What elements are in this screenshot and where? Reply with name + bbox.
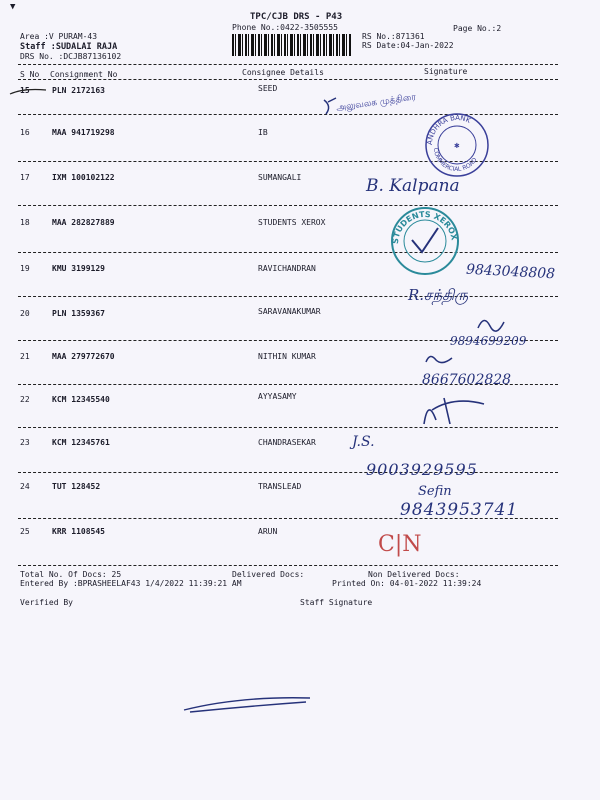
row-consignee: STUDENTS XEROX — [258, 218, 326, 227]
table-row — [0, 482, 600, 492]
row-consignee: SUMANGALI — [258, 173, 302, 182]
row-sno: 17 — [20, 173, 30, 182]
row-consignment: PLN 2172163 — [52, 86, 105, 95]
table-row — [0, 392, 600, 405]
doc-title: TPC/CJB DRS - P43 — [250, 12, 343, 22]
corner-mark: ▼ — [10, 2, 16, 12]
phone-r24: 9843953741 — [400, 500, 519, 520]
row-consignment: MAA 282827889 — [52, 218, 115, 227]
phone-number: Phone No.:0422-3505555 — [232, 23, 338, 32]
office-seal-text: அலுவலக முத்திரை — [335, 92, 417, 114]
table-row — [0, 352, 600, 362]
signature-scribble — [320, 96, 340, 118]
xerox-stamp — [388, 204, 462, 278]
bank-stamp-bottom: COMMERCIAL ROAD — [431, 147, 479, 174]
entered-by: Entered By :BPRASHEELAF43 1/4/2022 11:39:21 AM — [20, 579, 242, 588]
row-consignee: SARAVANAKUMAR — [258, 307, 321, 316]
signature-r20 — [474, 312, 514, 336]
svg-text:STUDENTS XEROX — [391, 210, 459, 244]
row-consignment: KCM 12345761 — [52, 438, 110, 447]
barcode — [232, 34, 352, 56]
phone-r21: 8667602828 — [422, 372, 512, 388]
drs-number: DRS No. :DCJB87136102 — [20, 52, 122, 61]
table-row — [0, 173, 600, 183]
verified-by: Verified By — [20, 598, 73, 607]
strike-mark — [8, 84, 48, 98]
note-r25: C|N — [378, 532, 422, 557]
table-row — [0, 527, 600, 537]
signature-r22 — [414, 390, 494, 430]
row-divider — [18, 565, 558, 566]
signature-r24: Sefin — [418, 484, 452, 499]
row-sno: 21 — [20, 352, 30, 361]
row-consignee: RAVICHANDRAN — [258, 264, 316, 273]
row-consignee: IB — [258, 128, 268, 137]
row-consignee: NITHIN KUMAR — [258, 352, 316, 361]
svg-text:✱: ✱ — [454, 141, 460, 151]
row-sno: 16 — [20, 128, 30, 137]
delivered-docs: Delivered Docs: — [232, 570, 305, 579]
non-delivered-docs: Non Delivered Docs: — [368, 570, 460, 579]
staff-name: Staff :SUDALAI RAJA — [20, 42, 118, 52]
rs-number: RS No.:871361 — [362, 32, 425, 41]
header-divider-top — [18, 64, 558, 65]
svg-text:COMMERCIAL ROAD — [432, 147, 479, 173]
svg-text:ANDHRA BANK — [426, 114, 472, 145]
row-sno: 25 — [20, 527, 30, 536]
row-consignment: MAA 941719298 — [52, 128, 115, 137]
col-signature: Signature — [424, 67, 468, 76]
bank-stamp — [422, 110, 492, 180]
col-consignee: Consignee Details — [242, 68, 324, 77]
staff-signature: Staff Signature — [300, 598, 373, 607]
row-consignee: ARUN — [258, 527, 278, 536]
verifier-signature — [180, 692, 320, 716]
signature-kalpana: B. Kalpana — [366, 176, 460, 196]
row-consignee: CHANDRASEKAR — [258, 438, 316, 447]
signature-r23: J.S. — [352, 434, 375, 450]
row-sno: 24 — [20, 482, 30, 491]
row-sno: 23 — [20, 438, 30, 447]
table-row — [0, 218, 600, 228]
col-consignment: Consignment No — [50, 70, 118, 79]
header-divider-bottom — [18, 79, 558, 80]
row-sno: 19 — [20, 264, 30, 273]
phone-r20: 9894699209 — [450, 334, 527, 348]
phone-r23: 9003929595 — [366, 460, 478, 479]
bank-stamp-top: ANDHRA BANK — [425, 113, 472, 146]
phone-r19: 9843048808 — [465, 261, 556, 283]
area-label: Area :V PURAM-43 — [20, 32, 98, 41]
table-row — [0, 128, 600, 138]
printed-on: Printed On: 04-01-2022 11:39:24 — [332, 579, 482, 588]
rs-date: RS Date:04-Jan-2022 — [362, 41, 454, 50]
row-sno: 15 — [20, 86, 30, 95]
row-consignment: MAA 279772670 — [52, 352, 115, 361]
row-consignment: KMU 3199129 — [52, 264, 105, 273]
row-divider — [18, 296, 558, 297]
row-divider — [18, 205, 558, 206]
row-consignment: PLN 1359367 — [52, 309, 105, 318]
table-row — [0, 86, 600, 96]
row-consignee: AYYASAMY — [258, 392, 297, 401]
table-row — [0, 438, 600, 448]
row-sno: 22 — [20, 395, 30, 404]
signature-r21 — [422, 350, 458, 370]
col-sno: S No — [20, 70, 40, 79]
signature-r19: R.சந்திரு — [408, 286, 469, 304]
row-sno: 20 — [20, 309, 30, 318]
row-consignment: KCM 12345540 — [52, 395, 110, 404]
row-consignment: TUT 128452 — [52, 482, 101, 491]
xerox-stamp-text: STUDENTS XEROX — [390, 209, 459, 245]
row-divider — [18, 252, 558, 253]
row-consignee: SEED — [258, 84, 278, 93]
row-consignment: KRR 1108545 — [52, 527, 105, 536]
page-number: Page No.:2 — [453, 24, 502, 33]
row-consignee: TRANSLEAD — [258, 482, 302, 491]
row-sno: 18 — [20, 218, 30, 227]
total-docs: Total No. Of Docs: 25 — [20, 570, 122, 579]
row-consignment: IXM 100102122 — [52, 173, 115, 182]
